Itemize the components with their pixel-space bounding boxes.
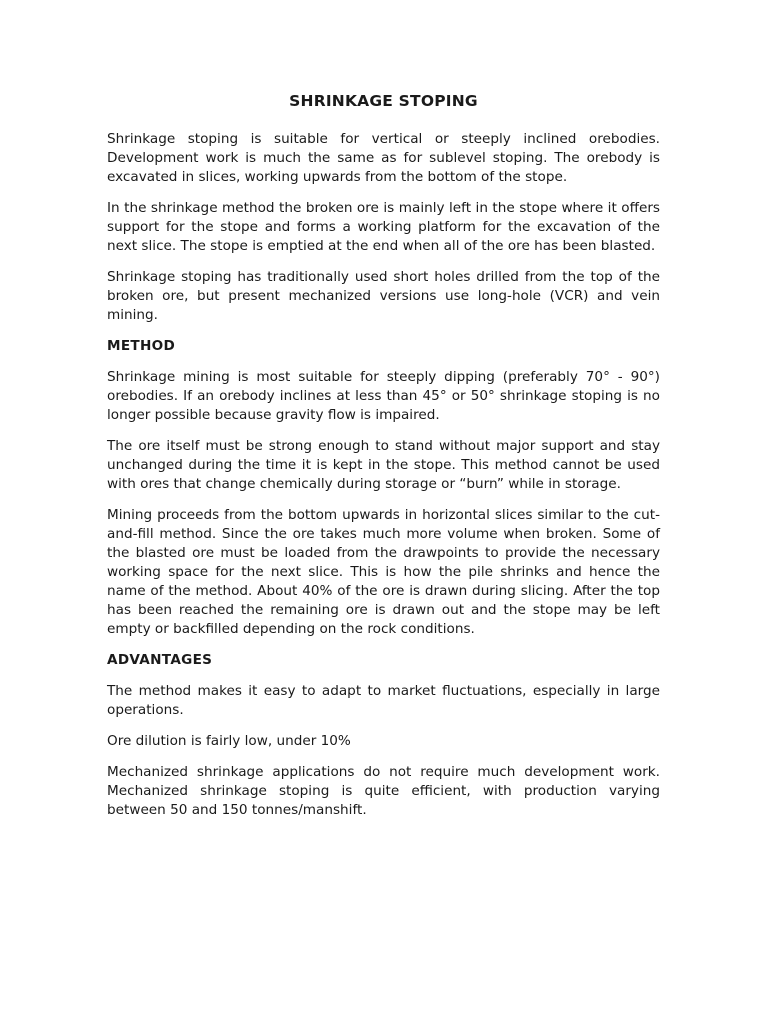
method-paragraph-3: Mining proceeds from the bottom upwards in horizontal slices similar to the cut-and-fill method. Since the ore takes much more volume when broken. Some of the blasted ore must be loaded from the drawpoints to provide the necessary working space for the next slice. This is how the pile shrinks and hence the name of the method. About 40% of the ore is drawn during slicing. After the top has been reached the remaining ore is drawn out and the stope may be left empty or backfilled depending on the rock conditions. bbox=[107, 507, 660, 637]
intro-paragraph-1: Shrinkage stoping is suitable for vertical or steeply inclined orebodies. Development work is much the same as for sublevel stoping. The orebody is excavated in slices, working upwards from the bottom of the stope. bbox=[107, 131, 660, 185]
document-title: SHRINKAGE STOPING bbox=[289, 92, 478, 110]
intro-paragraph-3: Shrinkage stoping has traditionally used short holes drilled from the top of the broken ore, but present mechanized versions use long-hole (VCR) and vein mining. bbox=[107, 269, 660, 323]
intro-paragraph-2: In the shrinkage method the broken ore is mainly left in the stope where it offers support for the stope and forms a working platform for the excavation of the next slice. The stope is emptied at the end when all of the ore has been blasted. bbox=[107, 200, 660, 254]
document-page bbox=[107, 90, 660, 832]
method-heading: METHOD bbox=[107, 338, 176, 354]
method-paragraph-2: The ore itself must be strong enough to stand without major support and stay unchanged during the time it is kept in the stope. This method cannot be used with ores that change chemically during storage or “burn” while in storage. bbox=[107, 438, 660, 492]
advantages-paragraph-2: Ore dilution is fairly low, under 10% bbox=[107, 733, 351, 749]
advantages-paragraph-1: The method makes it easy to adapt to market fluctuations, especially in large operations. bbox=[107, 683, 660, 718]
advantages-heading: ADVANTAGES bbox=[107, 652, 213, 668]
method-paragraph-1: Shrinkage mining is most suitable for steeply dipping (preferably 70° - 90°) orebodies. If an orebody inclines at less than 45° or 50° shrinkage stoping is no longer possible because gravity flow is impaired. bbox=[107, 369, 660, 423]
advantages-paragraph-3: Mechanized shrinkage applications do not require much development work. Mechanized shrinkage stoping is quite efficient, with production varying between 50 and 150 tonnes/manshift. bbox=[107, 764, 660, 818]
